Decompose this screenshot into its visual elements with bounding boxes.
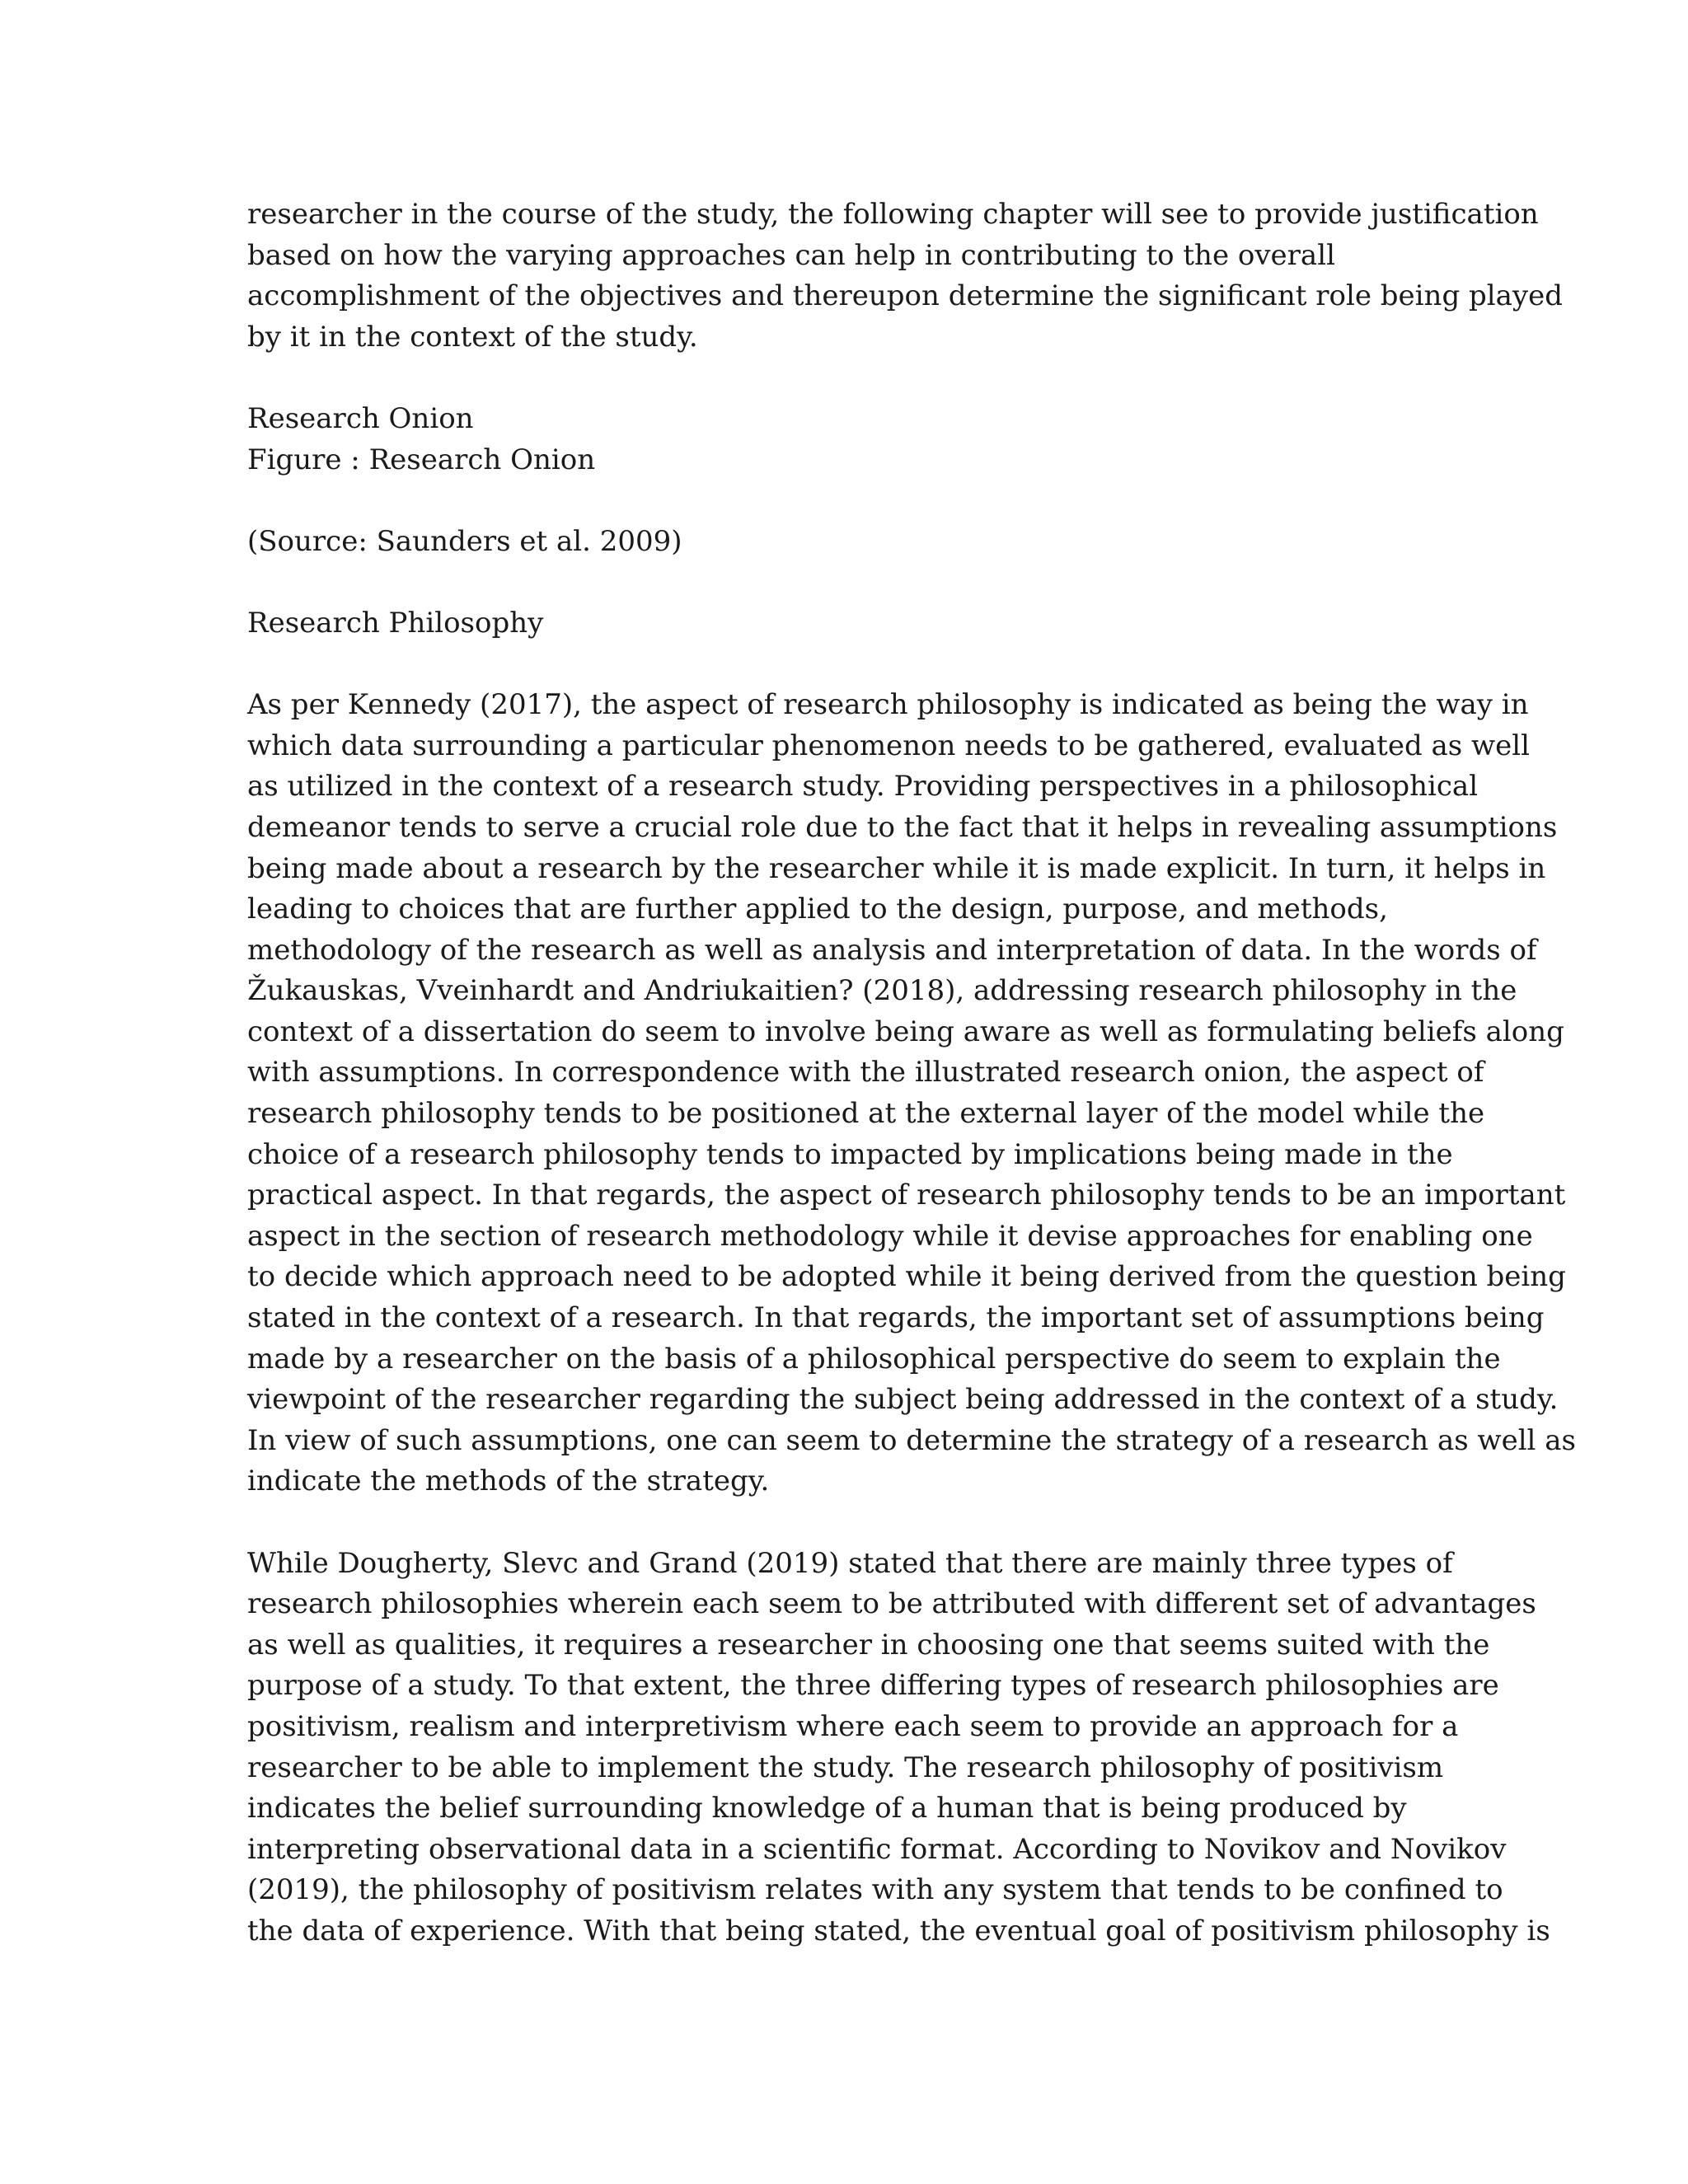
paragraph-philosophy-types <box>247 1544 1550 1952</box>
text-line: indicates the belief surrounding knowledge of a human that is being produced by <box>247 1792 1407 1825</box>
text-line: leading to choices that are further applied to the design, purpose, and methods, <box>247 893 1388 926</box>
text-line: As per Kennedy (2017), the aspect of research philosophy is indicated as being the way in <box>247 688 1529 722</box>
figure-source: (Source: Saunders et al. 2009) <box>247 524 682 558</box>
text-line: as utilized in the context of a research study. Providing perspectives in a philosophical <box>247 770 1479 804</box>
text-line: made by a researcher on the basis of a philosophical perspective do seem to explain the <box>247 1342 1501 1376</box>
text-line: In view of such assumptions, one can seem to determine the strategy of a research as well as <box>247 1423 1576 1457</box>
paragraph-spacer <box>247 480 1451 522</box>
text-line: as well as qualities, it requires a researcher in choosing one that seems suited with the <box>247 1628 1490 1661</box>
text-line: research philosophy tends to be positioned at the external layer of the model while the <box>247 1097 1485 1131</box>
paragraph-spacer <box>247 644 1451 686</box>
text-line: with assumptions. In correspondence with the illustrated research onion, the aspect of <box>247 1056 1484 1090</box>
text-line: which data surrounding a particular phenomenon needs to be gathered, evaluated as well <box>247 729 1531 762</box>
intro-paragraph <box>247 194 1564 358</box>
figure-caption: Figure : Research Onion <box>247 443 596 476</box>
paragraph-research-philosophy <box>247 685 1576 1502</box>
text-line: the data of experience. With that being stated, the eventual goal of positivism philosophy is <box>247 1914 1550 1947</box>
text-line: Žukauskas, Vveinhardt and Andriukaitien? (2018), addressing research philosophy in the <box>247 974 1517 1008</box>
text-line: researcher to be able to implement the study. The research philosophy of positivism <box>247 1750 1444 1784</box>
text-line: positivism, realism and interpretivism where each seem to provide an approach for a <box>247 1709 1459 1743</box>
text-line: research philosophies wherein each seem to be attributed with different set of advantages <box>247 1587 1536 1621</box>
text-line: methodology of the research as well as analysis and interpretation of data. In the words of <box>247 933 1537 967</box>
text-line: context of a dissertation do seem to involve being aware as well as formulating beliefs along <box>247 1015 1564 1048</box>
text-line: demeanor tends to serve a crucial role due to the fact that it helps in revealing assumptions <box>247 810 1558 844</box>
text-line: viewpoint of the researcher regarding the subject being addressed in the context of a study. <box>247 1383 1559 1417</box>
text-line: based on how the varying approaches can help in contributing to the overall <box>247 238 1335 272</box>
text-line: interpreting observational data in a scientific format. According to Novikov and Novikov <box>247 1832 1507 1866</box>
document-body <box>247 194 1576 1952</box>
text-line: While Dougherty, Slevc and Grand (2019) stated that there are mainly three types of <box>247 1546 1453 1580</box>
text-line: choice of a research philosophy tends to impacted by implications being made in the <box>247 1137 1453 1171</box>
text-line: practical aspect. In that regards, the aspect of research philosophy tends to be an important <box>247 1179 1566 1212</box>
text-line: indicate the methods of the strategy. <box>247 1465 770 1498</box>
text-line: (2019), the philosophy of positivism relates with any system that tends to be confined to <box>247 1873 1503 1907</box>
text-line: aspect in the section of research methodology while it devise approaches for enabling one <box>247 1219 1533 1253</box>
text-line: stated in the context of a research. In that regards, the important set of assumptions being <box>247 1301 1545 1335</box>
subsection-heading: Research Philosophy <box>247 606 544 640</box>
paragraph-spacer <box>247 1502 1451 1544</box>
section-heading: Research Onion <box>247 401 474 435</box>
paragraph-spacer <box>247 358 1451 399</box>
paragraph-spacer <box>247 562 1451 603</box>
text-line: to decide which approach need to be adopted while it being derived from the question being <box>247 1260 1566 1294</box>
text-line: accomplishment of the objectives and thereupon determine the significant role being played <box>247 279 1564 313</box>
text-line: researcher in the course of the study, the following chapter will see to provide justification <box>247 198 1539 231</box>
text-line: purpose of a study. To that extent, the three differing types of research philosophies are <box>247 1669 1499 1703</box>
text-line: being made about a research by the researcher while it is made explicit. In turn, it helps in <box>247 851 1546 885</box>
text-line: by it in the context of the study. <box>247 320 698 354</box>
